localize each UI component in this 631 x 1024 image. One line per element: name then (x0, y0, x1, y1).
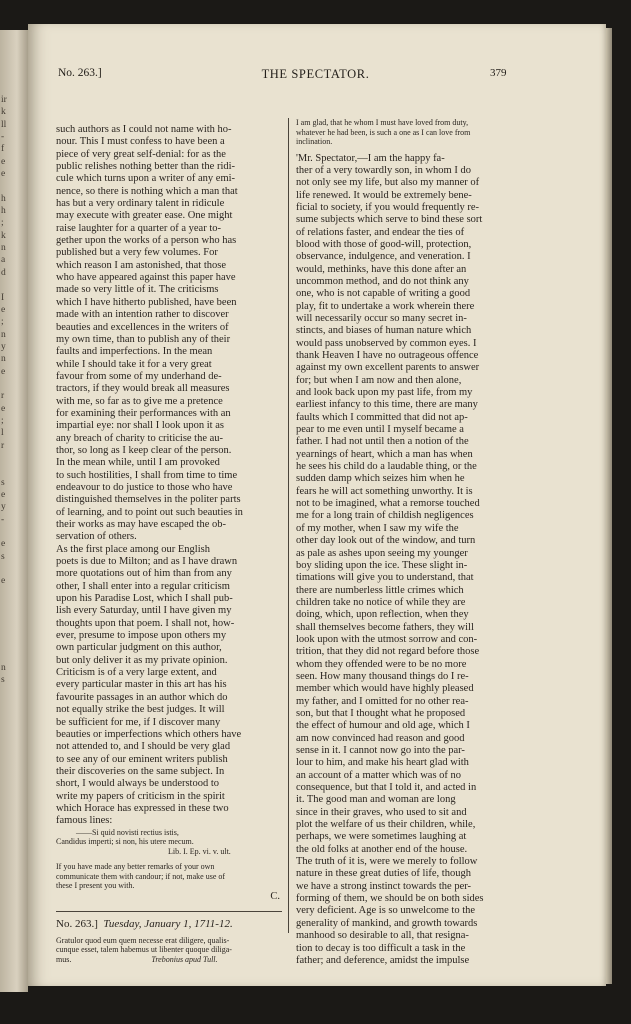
text-line: of my mother, when I saw my wife the (296, 522, 459, 534)
text-line: In the mean while, until I am provoked (56, 457, 220, 469)
text-line: but only deliver it as my private opinion. (56, 654, 228, 666)
text-line: life renewed. It would be extremely bene- (296, 189, 472, 201)
text-line: may execute with greater ease. One might (56, 210, 233, 222)
facing-page-fragments: ir k ll - f e e h h ; k n a d I e ; n y n e r e ; l r s e y - e s e n s (1, 95, 7, 686)
text-line: ever, presume to impose upon others my (56, 630, 227, 642)
motto-line-3: mus. Trebonius apud Tull. (56, 954, 218, 964)
text-line: as pale as ashes upon seeing my younger (296, 547, 468, 559)
text-line: poets is due to Milton; and as I have drawn (56, 556, 238, 568)
text-line: with me, so far as to give me a pretence (56, 395, 223, 407)
text-line: of learning, and to point out such beauties in (56, 506, 243, 518)
text-line: plot the welfare of us their children, while, (296, 819, 476, 831)
text-line: of relations faster, and endear the ties of (296, 226, 465, 238)
text-line: ther of a very towardly son, in whom I do (296, 164, 471, 176)
text-line: uncommon method, and do not think any (296, 275, 469, 287)
motto-translation-line-1: I am glad, that he whom I must have loved from duty, (296, 118, 469, 127)
text-line: am now convinced had reason and good (296, 732, 465, 744)
text-line: write my papers of criticism in the spirit (56, 790, 225, 802)
issue-number: No. 263.] (56, 917, 98, 930)
translation-line-3: these I present you with. (56, 881, 135, 891)
text-line: children take no notice of while they are (296, 596, 466, 608)
text-line: would pass unobserved by common eyes. I (296, 337, 477, 349)
text-line: published but a very few volumes. For (56, 247, 218, 259)
text-line: their discoveries on the same subject. In (56, 765, 225, 777)
text-line: fears he will act something unworthy. It is (296, 485, 473, 497)
text-line: observance, indulgence, and veneration. I (296, 251, 471, 263)
text-line: to see any of our eminent writers publish (56, 753, 228, 765)
text-line: earliest infancy to this time, there are many (296, 399, 478, 411)
text-line: endeavour to do justice to those who have (56, 481, 233, 493)
text-line: my father, and I omitted for no other rea- (296, 695, 469, 707)
text-line: since in their graves, who used to sit and (296, 806, 467, 818)
text-line: son, but that I thought what he proposed (296, 707, 466, 719)
text-line: look upon with the utmost sorrow and con- (296, 633, 478, 645)
motto-line-1: Gratulor quod eum quem necesse erat diligere, qualis- (56, 935, 230, 945)
text-line: nature in these great duties of life, though (296, 868, 471, 880)
text-line: the effect of humour and old age, which I (296, 720, 470, 732)
text-line: sudden damp which seizes him when he (296, 473, 465, 485)
text-line: and look back upon my past life, from my (296, 387, 473, 399)
right-column (296, 118, 524, 967)
text-line: made with an intention rather to discover (56, 309, 229, 321)
motto-line-2: cunque esset, talem habemus ut libenter quoque diliga- (56, 945, 232, 955)
issue-date: Tuesday, January 1, 1711-12. (103, 917, 233, 930)
text-line: raise laughter for a quarter of a year to- (56, 222, 221, 234)
text-line: upon his Paradise Lost, which I shall pub- (56, 593, 233, 605)
text-line: not only see my life, but also my manner of (296, 177, 480, 189)
text-line: sense in it. I cannot now go into the par- (296, 745, 465, 756)
text-line: trition, that they did not regard before those (296, 646, 480, 658)
text-line: not equally strike the best judges. It will (56, 704, 225, 716)
text-line: such authors as I could not name with ho- (56, 124, 232, 135)
text-line: shall themselves become fathers, they will (296, 621, 474, 633)
text-line: gether upon the works of a person who has (56, 235, 237, 247)
text-line: whom they offended were to be no more (296, 658, 467, 670)
text-line: tractors, if they would break all measures (56, 383, 230, 395)
text-line: more quotations out of him than from any (56, 568, 232, 580)
text-line: beauties and excellences in the writers of (56, 321, 229, 333)
text-line: impartial eye: nor shall I look upon it as (56, 420, 224, 432)
text-line: perhaps, we were sometimes laughing at (296, 831, 467, 843)
text-line: The truth of it is, were we merely to follow (296, 856, 478, 868)
text-line: very deficient. Age is so unwelcome to the (296, 905, 476, 917)
text-line: one, who is not capable of writing a good (296, 288, 471, 300)
running-number: No. 263.] (58, 67, 102, 79)
text-line: stincts, and biases of human nature which (296, 325, 472, 337)
text-line: As the first place among our English (56, 543, 210, 555)
text-line: consequence, but that I told it, and acted in (296, 782, 477, 794)
latin-quote-source: Lib. I. Ep. vi. v. ult. (168, 846, 231, 856)
left-column-text (56, 124, 284, 828)
text-line: it. The good man and woman are long (296, 794, 456, 806)
text-line: short, I would always be understood to (56, 778, 220, 790)
text-line: made so very little of it. The criticisms (56, 284, 219, 296)
motto-source: Trebonius apud Tull. (151, 954, 218, 964)
text-line: my own time, than to publish any of their (56, 333, 231, 345)
text-line: servation of others. (56, 531, 137, 543)
text-line: which I have hitherto published, have been (56, 296, 237, 308)
text-line: distinguished themselves in the politer parts (56, 494, 241, 506)
author-signature: C. (270, 890, 280, 902)
text-line: we have a strong instinct towards the per- (296, 880, 472, 892)
facing-page-edge (0, 30, 28, 992)
text-line: timations will give you to understand, that (296, 572, 474, 584)
text-line: any breach of charity to criticise the au- (56, 432, 224, 444)
text-line: boy sliding upon the ice. These slight in- (296, 559, 468, 571)
text-line: favour from some of my underhand de- (56, 370, 222, 382)
text-line: 'Mr. Spectator,—I am the happy fa- (296, 152, 445, 164)
latin-quote-line-2: Candidus imperti; si non, his utere mecum. (56, 837, 194, 847)
text-line: nence, so there is nothing which a man that (56, 185, 238, 197)
text-line: manhood so desirable to all, that resigna- (296, 930, 469, 942)
text-line: faults and imperfections. In the mean (56, 346, 213, 358)
page-number: 379 (490, 67, 507, 79)
text-line: beauties or imperfections which others have (56, 728, 242, 740)
text-line: for examining their performances with an (56, 407, 231, 419)
text-line: nour. This I must confess to have been a (56, 136, 225, 148)
text-line: lish every Saturday, until I have given my (56, 605, 232, 617)
text-line: own particular judgment on this author, (56, 642, 222, 654)
text-line: thank Heaven I have no outrageous offence (296, 350, 479, 361)
motto-translation-line-2: whatever he had been, is such a one as I can love from (296, 127, 471, 137)
text-line: piece of very great self-denial: for as the (56, 148, 226, 160)
text-line: cule which turns upon a writer of any emi- (56, 173, 236, 185)
text-line: father. I had not until then a notion of the (296, 436, 469, 448)
text-line: favourite passages in an author which do (56, 691, 228, 703)
text-line: doing, which, upon reflection, when they (296, 609, 469, 621)
text-line: an account of a matter which was of no (296, 769, 462, 781)
text-line: sume subjects which serve to bind these sort (296, 214, 483, 226)
text-line: will necessarily occur so many secret in- (296, 312, 467, 324)
text-line: not attended to, and I should be very glad (56, 741, 231, 753)
text-line: faults which I committed that did not ap- (296, 411, 468, 423)
running-title: THE SPECTATOR. (261, 67, 370, 81)
text-line: member which would have highly pleased (296, 683, 474, 695)
text-line: seen. How many thousand things do I re- (296, 670, 469, 682)
text-line: the old folks at another end of the house. (296, 843, 468, 855)
text-line: their works as may have escaped the ob- (56, 519, 226, 530)
text-line: would, methinks, have this done after an (296, 263, 467, 275)
page-fore-edge (606, 28, 612, 984)
text-line: has but a very ordinary talent in ridicule (56, 198, 225, 210)
text-line: forming of them, we should be on both sides (296, 893, 484, 905)
text-line: who have appeared against this paper have (56, 272, 236, 284)
text-line: while I should take it for a very great (56, 358, 212, 370)
text-line: there are numberless little crimes which (296, 584, 464, 596)
text-line: other day look out of the window, and turn (296, 535, 476, 547)
text-line: yearnings of heart, which a man has when (296, 448, 473, 460)
left-column (56, 124, 284, 964)
text-line: lour to him, and make his heart glad with (296, 757, 469, 769)
text-line: every particular master in this art has his (56, 679, 227, 691)
text-line: play, fit to undertake a work wherein there (296, 300, 475, 312)
text-line: me for a long train of childish negligences (296, 510, 474, 522)
text-line: be sufficient for me, if I discover many (56, 716, 221, 728)
translation-line-2: communicate them with candour; if not, make use of (56, 871, 226, 881)
text-line: other, I shall enter into a regular criticism (56, 580, 230, 592)
text-line: which Horace has expressed in these two (56, 802, 229, 814)
text-line: ficial to society, if you would frequently re- (296, 201, 480, 213)
text-line: pear to me even until I myself became a (296, 424, 464, 436)
text-line: famous lines: (56, 815, 113, 827)
text-line: to such hostilities, I shall from time to time (56, 469, 238, 481)
section-rule (56, 911, 282, 912)
text-line: he sees his child do a laudable thing, or the (296, 461, 477, 473)
text-line: public relishes nothing better than the ridi- (56, 161, 236, 173)
issue-dateline (56, 918, 284, 932)
text-line: generality of mankind, and growth towards (296, 917, 478, 929)
text-line: not to be imagined, what a remorse touched (296, 498, 480, 510)
text-line: blood with those of good-will, protection, (296, 238, 472, 250)
right-column-text (296, 153, 524, 968)
translation-line-1: If you have made any better remarks of your own (56, 862, 215, 872)
text-line: thoughts upon that poem. I shall not, how- (56, 617, 235, 629)
text-line: thor, so long as I keep clear of the person. (56, 444, 232, 456)
text-line: father; and deference, amidst the impulse (296, 954, 470, 966)
text-line: tion to decay is too difficult a task in the (296, 942, 466, 954)
text-line: Criticism is of a very large extent, and (56, 667, 217, 679)
text-line: which reason I am astonished, that those (56, 259, 226, 271)
column-rule (288, 118, 289, 933)
latin-quote-line-1: ——Si quid novisti rectius istis, (76, 827, 179, 837)
motto-translation-line-3: inclination. (296, 137, 333, 146)
text-line: for; but when I am now and then alone, (296, 374, 462, 386)
text-line: against my own excellent parents to answer (296, 362, 480, 374)
